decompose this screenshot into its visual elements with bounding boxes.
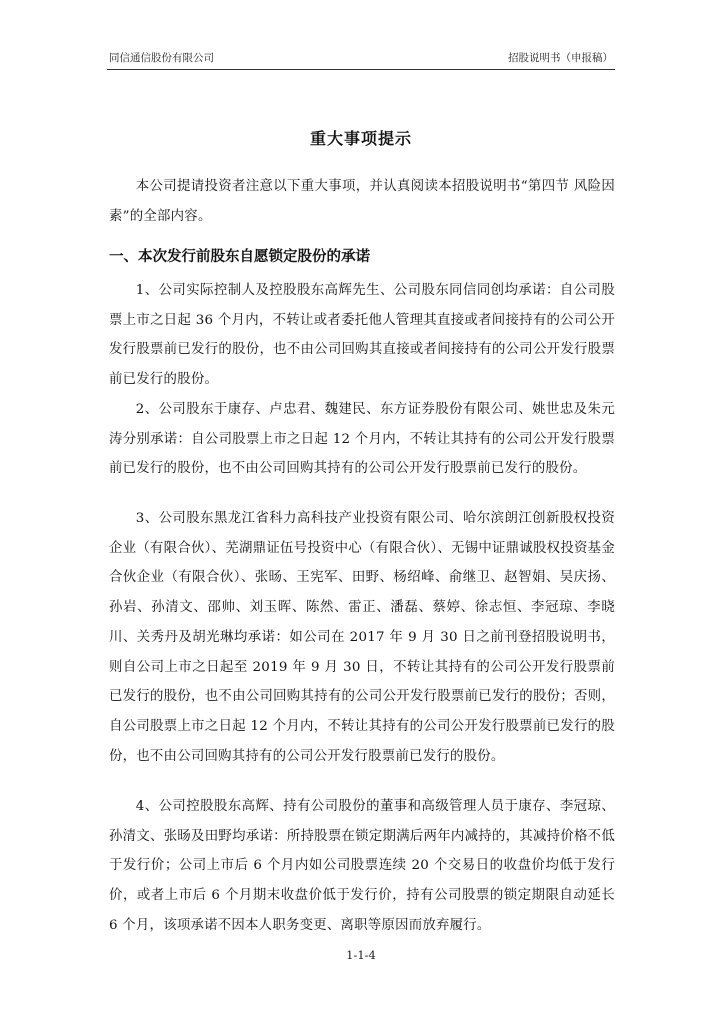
page-header — [107, 47, 615, 70]
commitment-paragraph-4: 4、公司控股股东高辉、持有公司股份的董事和高级管理人员于康存、李冠琼、孙清文、张旸及田野均承诺：所持股票在锁定期满后两年内减持的，其减持价格不低于发行价；公司上市后 6 个月内如公司股票连续 20 个交易日的收盘价均低于发行价，或者上市后 6 个月期末收盘价低于发行价，持有公司股票的锁定期限自动延长 6 个月，该项承诺不因本人职务变更、离职等原因而放弃履行。 — [109, 799, 615, 933]
commitment-paragraph-1: 1、公司实际控制人及控股股东高辉先生、公司股东同信同创均承诺：自公司股票上市之日起 36 个月内，不转让或者委托他人管理其直接或者间接持有的公司公开发行股票前已发行的股份，也不由公司回购其直接或者间接持有的公司公开发行股票前已发行的股份。 — [109, 283, 615, 388]
section-heading: 一、本次发行前股东自愿锁定股份的承诺 — [109, 249, 370, 265]
commitment-paragraph-2: 2、公司股东于康存、卢忠君、魏建民、东方证券股份有限公司、姚世忠及朱元涛分别承诺：自公司股票上市之日起 12 个月内，不转让其持有的公司公开发行股票前已发行的股份，也不由公司回购其持有的公司公开发行股票前已发行的股份。 — [109, 402, 615, 477]
intro-paragraph: 本公司提请投资者注意以下重大事项，并认真阅读本招股说明书“第四节 风险因素”的全部内容。 — [109, 179, 615, 224]
commitment-paragraph-3: 3、公司股东黑龙江省科力高科技产业投资有限公司、哈尔滨朗江创新股权投资企业（有限合伙）、芜湖鼎证伍号投资中心（有限合伙）、无锡中证鼎诚股权投资基金合伙企业（有限合伙）、张旸、王宪军、田野、杨绍峰、俞继卫、赵智娟、吴庆扬、孙岩、孙清文、邵帅、刘玉晖、陈然、雷正、潘磊、蔡婷、徐志恒、李冠琼、李晓川、关秀丹及胡光琳均承诺：如公司在 2017 年 9 月 30 日之前刊登招股说明书，则自公司上市之日起至 2019 年 9 月 30 日，不转让其持有的公司公开发行股票前已发行的股份，也不由公司回购其持有的公司公开发行股票前已发行的股份；否则，自公司股票上市之日起 12 个月内，不转让其持有的公司公开发行股票前已发行的股份，也不由公司回购其持有的公司公开发行股票前已发行的股份。 — [109, 511, 615, 764]
header-document-type: 招股说明书（申报稿） — [508, 52, 613, 64]
page-title: 重大事项提示 — [309, 129, 412, 148]
page-number: 1-1-4 — [346, 948, 376, 962]
header-company-name: 同信通信股份有限公司 — [109, 52, 214, 64]
